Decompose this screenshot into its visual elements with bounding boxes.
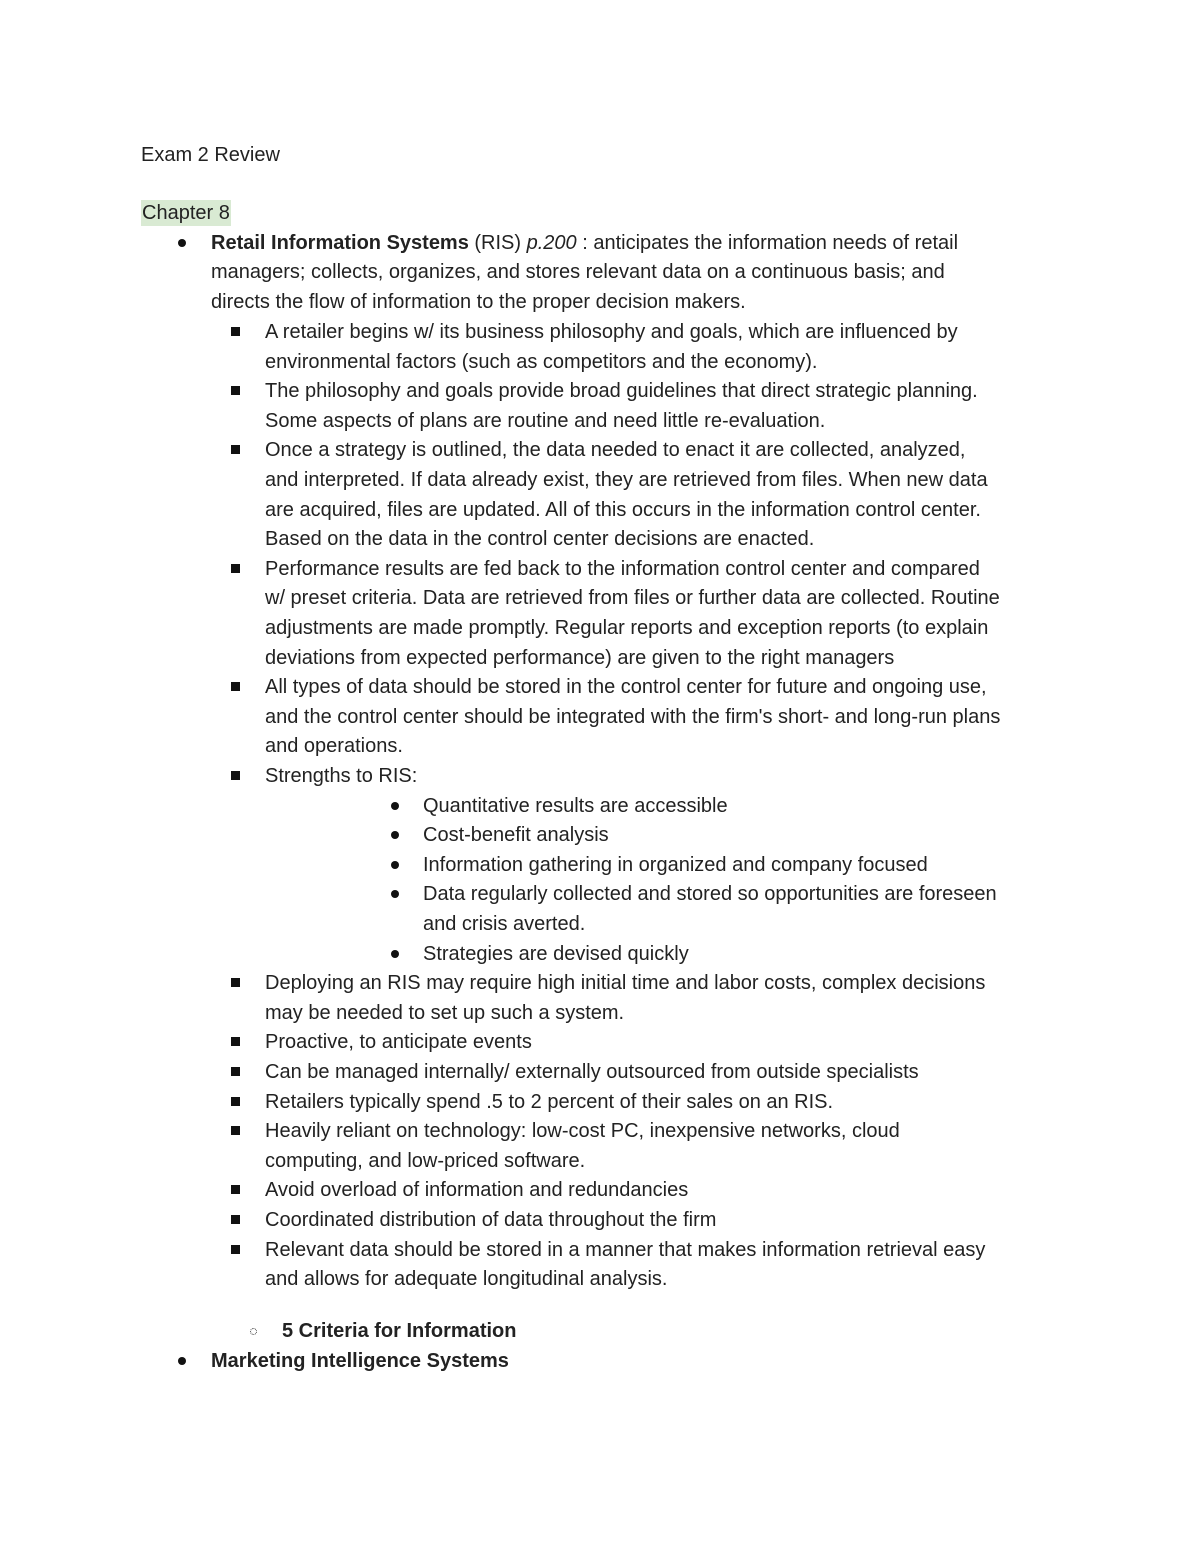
- bullet-square-icon: [231, 327, 240, 336]
- ris-point-item-line: Relevant data should be stored in a manner that makes information retrieval easy: [265, 1239, 986, 1261]
- ris-page-ref: p.200: [526, 232, 577, 254]
- ris-point-item-line: environmental factors (such as competitors and the economy).: [265, 351, 818, 373]
- ris-point-item-line: Proactive, to anticipate events: [265, 1031, 532, 1053]
- chapter-heading: Chapter 8: [142, 202, 230, 224]
- ris-point-item-line: and interpreted. If data already exist, they are retrieved from files. When new data: [265, 469, 988, 491]
- bullet-square-icon: [231, 1126, 240, 1135]
- ris-term: Retail Information Systems: [211, 232, 469, 254]
- ris-strength-item-line: Data regularly collected and stored so opportunities are foreseen: [423, 883, 997, 905]
- ris-strength-item-line: Quantitative results are accessible: [423, 795, 728, 817]
- ris-point-item-line: adjustments are made promptly. Regular reports and exception reports (to explain: [265, 617, 989, 639]
- bullet-square-icon: [231, 1185, 240, 1194]
- bullet-square-icon: [231, 445, 240, 454]
- bullet-square-icon: [231, 1215, 240, 1224]
- ris-point-item-line: Coordinated distribution of data throughout the firm: [265, 1209, 717, 1231]
- ris-point-item-line: w/ preset criteria. Data are retrieved from files or further data are collected. Routine: [265, 587, 1000, 609]
- ris-point-item-line: Heavily reliant on technology: low-cost PC, inexpensive networks, cloud: [265, 1120, 900, 1142]
- bullet-square-icon: [231, 1097, 240, 1106]
- ris-definition-start: : anticipates the information needs of retail: [576, 232, 959, 254]
- bullet-disc-icon: [391, 950, 399, 958]
- ris-point-item-line: Based on the data in the control center decisions are enacted.: [265, 528, 815, 550]
- bullet-square-icon: [231, 682, 240, 691]
- bullet-disc-icon: [178, 1357, 186, 1365]
- bullet-square-icon: [231, 771, 240, 780]
- ris-point-item-line: may be needed to set up such a system.: [265, 1002, 625, 1024]
- ris-point-item-line: are acquired, files are updated. All of this occurs in the information control center.: [265, 499, 981, 521]
- document-title: Exam 2 Review: [141, 144, 280, 166]
- ris-point-item-line: computing, and low-priced software.: [265, 1150, 586, 1172]
- bullet-disc-icon: [178, 239, 186, 247]
- bullet-square-icon: [231, 1037, 240, 1046]
- ris-definition-line-1: [211, 230, 958, 256]
- ris-strength-item-line: Information gathering in organized and company focused: [423, 854, 928, 876]
- bullet-disc-icon: [391, 802, 399, 810]
- bullet-ring-icon: [250, 1328, 257, 1335]
- bullet-square-icon: [231, 386, 240, 395]
- ris-point-item-line: Performance results are fed back to the information control center and compared: [265, 558, 980, 580]
- bullet-square-icon: [231, 564, 240, 573]
- ris-point-item-line: Once a strategy is outlined, the data needed to enact it are collected, analyzed,: [265, 439, 966, 461]
- ris-point-item-line: and the control center should be integrated with the firm's short- and long-run plans: [265, 706, 1001, 728]
- ris-point-item-line: deviations from expected performance) are given to the right managers: [265, 647, 895, 669]
- ris-strength-item-line: Cost-benefit analysis: [423, 824, 609, 846]
- ris-point-item-line: A retailer begins w/ its business philosophy and goals, which are influenced by: [265, 321, 958, 343]
- ris-point-item-line: Avoid overload of information and redundancies: [265, 1179, 689, 1201]
- mis-heading: Marketing Intelligence Systems: [211, 1350, 509, 1372]
- ris-abbr: (RIS): [468, 232, 527, 254]
- ris-point-item-line: Some aspects of plans are routine and need little re-evaluation.: [265, 410, 826, 432]
- bullet-disc-icon: [391, 890, 399, 898]
- ris-point-item-line: The philosophy and goals provide broad guidelines that direct strategic planning.: [265, 380, 978, 402]
- ris-point-item-line: and operations.: [265, 735, 403, 757]
- bullet-disc-icon: [391, 861, 399, 869]
- bullet-square-icon: [231, 1245, 240, 1254]
- ris-definition-line-2: managers; collects, organizes, and stores relevant data on a continuous basis; and: [211, 261, 945, 283]
- bullet-disc-icon: [391, 831, 399, 839]
- criteria-heading: 5 Criteria for Information: [282, 1320, 517, 1342]
- ris-point-item-line: Deploying an RIS may require high initial time and labor costs, complex decisions: [265, 972, 986, 994]
- ris-strength-item-line: Strategies are devised quickly: [423, 943, 689, 965]
- bullet-square-icon: [231, 1067, 240, 1076]
- ris-point-item-line: Retailers typically spend .5 to 2 percent of their sales on an RIS.: [265, 1091, 834, 1113]
- ris-point-item-line: All types of data should be stored in the control center for future and ongoing use,: [265, 676, 987, 698]
- bullet-square-icon: [231, 978, 240, 987]
- ris-point-item-line: Can be managed internally/ externally outsourced from outside specialists: [265, 1061, 919, 1083]
- ris-strength-item-line: and crisis averted.: [423, 913, 586, 935]
- ris-point-item-line: and allows for adequate longitudinal analysis.: [265, 1268, 668, 1290]
- ris-definition-line-3: directs the flow of information to the proper decision makers.: [211, 291, 746, 313]
- ris-point-item-line: Strengths to RIS:: [265, 765, 418, 787]
